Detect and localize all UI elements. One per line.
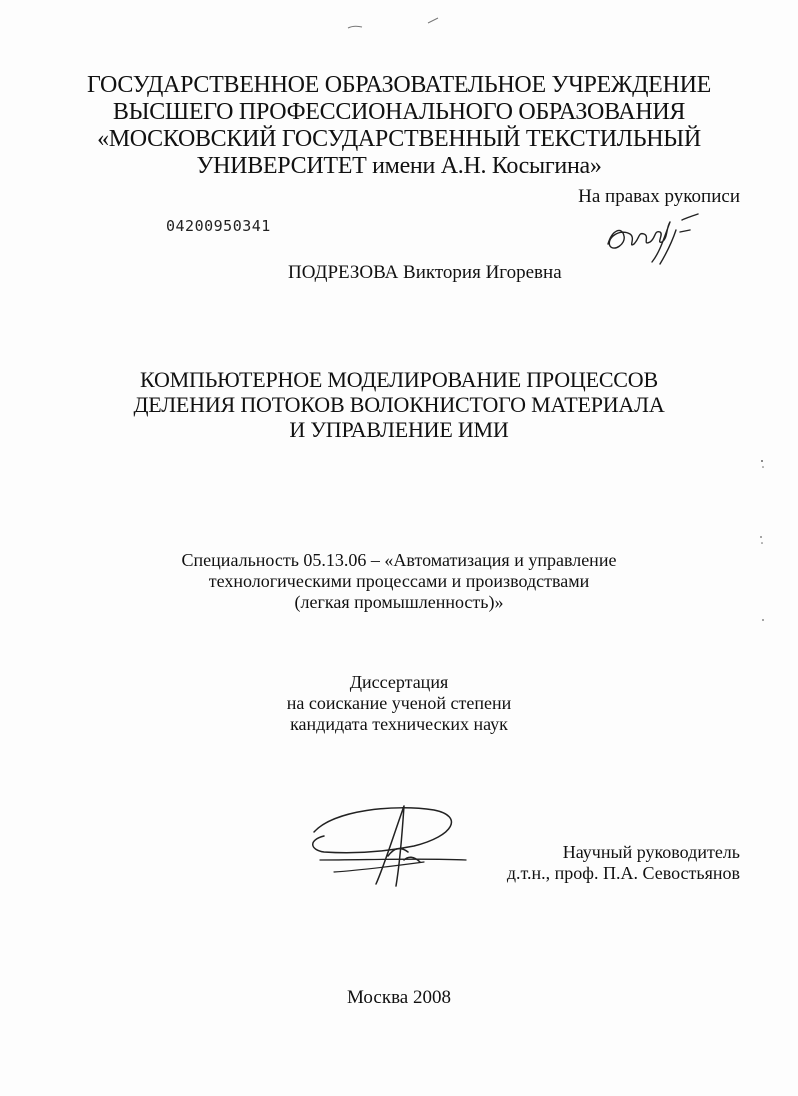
degree-line-2: на соискание ученой степени [286,693,512,713]
specialty-line-3: (легкая промышленность)» [294,592,504,612]
author-signature-image [600,208,710,268]
title-line-2: ДЕЛЕНИЯ ПОТОКОВ ВОЛОКНИСТОГО МАТЕРИАЛА [133,392,665,417]
supervisor-name: д.т.н., проф. П.А. Севостьянов [506,863,740,883]
supervisor-role: Научный руководитель [562,842,740,862]
institution-line-1: ГОСУДАРСТВЕННОЕ ОБРАЗОВАТЕЛЬНОЕ УЧРЕЖДЕНИЕ [87,72,711,98]
archive-code: 04200950341 [166,217,271,235]
author-name: ПОДРЕЗОВА Виктория Игоревна [288,262,562,283]
institution-header [0,72,798,180]
specialty-block [0,550,798,613]
dissertation-title [0,367,798,442]
supervisor-block [507,842,740,884]
scan-artifact-top [340,14,460,34]
specialty-line-2: технологическими процессами и производствами [208,571,590,591]
supervisor-signature-image [304,796,474,896]
institution-line-2: ВЫСШЕГО ПРОФЕССИОНАЛЬНОГО ОБРАЗОВАНИЯ [112,99,686,125]
place-year: Москва 2008 [347,987,451,1008]
title-line-3: И УПРАВЛЕНИЕ ИМИ [289,417,509,442]
specialty-line-1: Специальность 05.13.06 – «Автоматизация и управление [181,550,617,570]
degree-block [0,672,798,735]
rights-note: На правах рукописи [578,186,740,207]
institution-line-4: УНИВЕРСИТЕТ имени А.Н. Косыгина» [196,153,602,179]
degree-line-3: кандидата технических наук [290,714,508,734]
institution-line-3: «МОСКОВСКИЙ ГОСУДАРСТВЕННЫЙ ТЕКСТИЛЬНЫЙ [97,126,701,152]
degree-line-1: Диссертация [349,672,449,692]
title-line-1: КОМПЬЮТЕРНОЕ МОДЕЛИРОВАНИЕ ПРОЦЕССОВ [140,367,658,392]
